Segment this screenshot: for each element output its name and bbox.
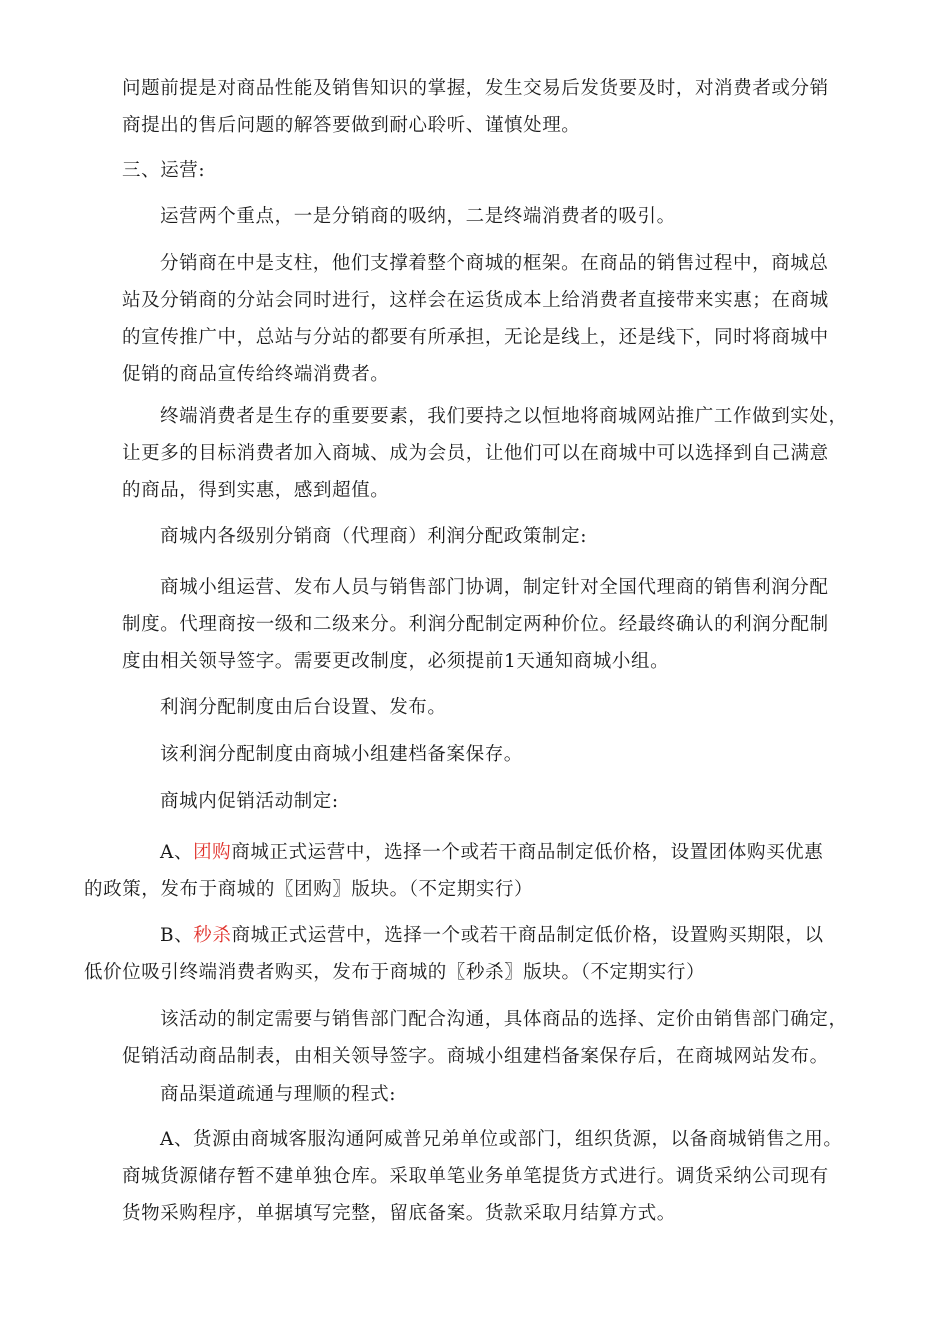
text-line: 该利润分配制度由商城小组建档备案保存。 [160, 744, 523, 765]
text-line: 货物采购程序，单据填写完整，留底备案。货款采取月结算方式。 [122, 1203, 676, 1224]
paragraph-promotion-heading [122, 783, 842, 820]
paragraph-supply [122, 1121, 842, 1232]
paragraph-profit-policy-heading [122, 518, 842, 555]
text-line: 制度。代理商按一级和二级来分。利润分配制定两种价位。经最终确认的利润分配制 [122, 614, 829, 635]
item-text: 商城正式运营中，选择一个或若干商品制定低价格，设置购买期限，以 [231, 925, 824, 946]
text-line: 的政策，发布于商城的〖团购〗版块。（不定期实行） [84, 879, 534, 900]
text-line: 商城内各级别分销商（代理商）利润分配政策制定: [160, 526, 588, 547]
text-line [122, 917, 842, 954]
text-line: 终端消费者是生存的重要要素，我们要持之以恒地将商城网站推广工作做到实处， [160, 406, 848, 427]
paragraph-sales-coordination [122, 1001, 848, 1075]
text-line: 利润分配制度由后台设置、发布。 [160, 697, 447, 718]
item-prefix: A、 [160, 842, 194, 863]
text-line: 该活动的制定需要与销售部门配合沟通，具体商品的选择、定价由销售部门确定， [160, 1009, 848, 1030]
text-line: 商城小组运营、发布人员与销售部门协调，制定针对全国代理商的销售利润分配 [160, 577, 829, 598]
paragraph-backend-setting [122, 689, 842, 726]
section-heading-operations [122, 152, 842, 189]
text-line: 商城货源储存暂不建单独仓库。采取单笔业务单笔提货方式进行。调货采纳公司现有 [122, 1166, 829, 1187]
text-line: 促销活动商品制表，由相关领导签字。商城小组建档备案保存后，在商城网站发布。 [122, 1046, 829, 1067]
paragraph-end-consumers [122, 398, 848, 509]
text-line: 商城内促销活动制定: [160, 791, 339, 812]
item-prefix: B、 [160, 925, 194, 946]
paragraph-distributors [122, 245, 842, 393]
text-line [122, 834, 842, 871]
text-line: 商品渠道疏通与理顺的程式: [160, 1084, 397, 1105]
text-line: 运营两个重点，一是分销商的吸纳，二是终端消费者的吸引。 [160, 206, 676, 227]
text-line: 问题前提是对商品性能及销售知识的掌握，发生交易后发货要及时，对消费者或分销 [122, 78, 829, 99]
paragraph-two-focuses [122, 198, 842, 235]
text-line: 站及分销商的分站会同时进行，这样会在运货成本上给消费者直接带来实惠；在商城 [122, 290, 829, 311]
text-line: 的宣传推广中，总站与分站的都要有所承担，无论是线上，还是线下，同时将商城中 [122, 327, 829, 348]
text-line: 分销商在中是支柱，他们支撑着整个商城的框架。在商品的销售过程中，商城总 [160, 253, 829, 274]
section-heading: 三、运营: [122, 160, 206, 181]
paragraph-channel-heading [122, 1076, 842, 1113]
text-line: 低价位吸引终端消费者购买，发布于商城的〖秒杀〗版块。（不定期实行） [84, 962, 706, 983]
group-buy-highlight: 团购 [193, 842, 232, 863]
paragraph-profit-policy [122, 569, 842, 680]
text-line: 商提出的售后问题的解答要做到耐心聆听、谨慎处理。 [122, 115, 581, 136]
paragraph-after-sales [122, 70, 842, 144]
text-line: 让更多的目标消费者加入商城、成为会员，让他们可以在商城中可以选择到自己满意 [122, 443, 829, 464]
text-line: A、货源由商城客服沟通阿威普兄弟单位或部门，组织货源，以备商城销售之用。 [160, 1129, 843, 1150]
text-line: 度由相关领导签字。需要更改制度，必须提前1天通知商城小组。 [122, 651, 670, 672]
paragraph-archive [122, 736, 842, 773]
paragraph-flash-sale [84, 917, 842, 991]
item-text: 商城正式运营中，选择一个或若干商品制定低价格，设置团体购买优惠 [231, 842, 824, 863]
text-line: 促销的商品宣传给终端消费者。 [122, 364, 390, 385]
text-line: 的商品，得到实惠，感到超值。 [122, 480, 390, 501]
paragraph-group-buy [84, 834, 842, 908]
flash-sale-highlight: 秒杀 [193, 925, 232, 946]
